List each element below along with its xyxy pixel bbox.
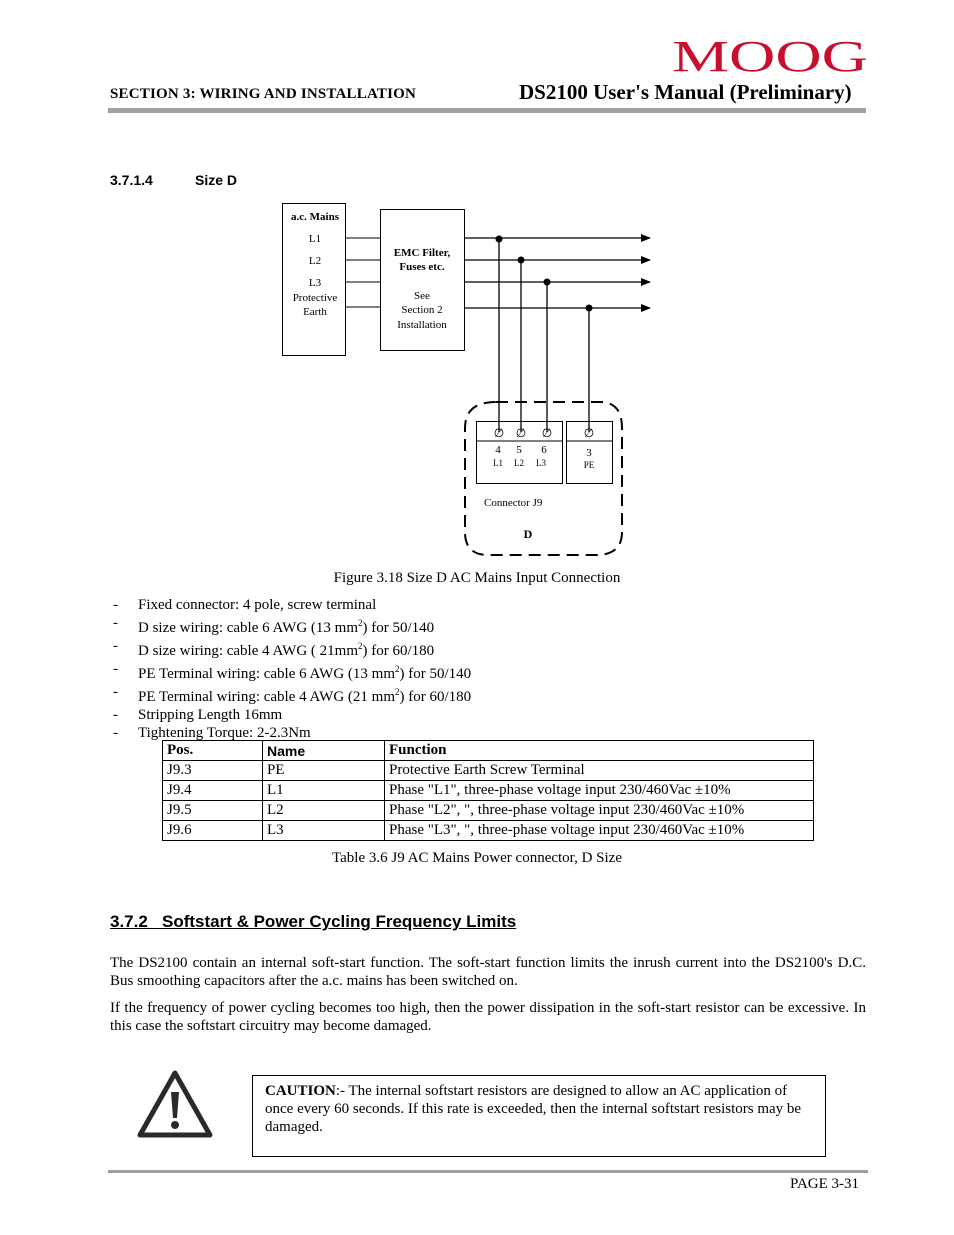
caution-box bbox=[252, 1075, 826, 1157]
cell-name: L3 bbox=[263, 821, 385, 841]
cell-pos: J9.3 bbox=[163, 761, 263, 781]
subsection-heading bbox=[110, 172, 237, 188]
pin-number-6: 6 bbox=[541, 444, 547, 456]
connector-name: Connector J9 bbox=[484, 497, 543, 509]
table-row bbox=[163, 821, 814, 841]
terminal-symbol-5: ∅ bbox=[515, 426, 527, 440]
section-heading: 3.7.2 Softstart & Power Cycling Frequency Limits bbox=[110, 912, 517, 931]
terminal-symbol-3: ∅ bbox=[583, 426, 595, 440]
connector-j9-pe-block bbox=[566, 422, 613, 484]
column-header-pos: Pos. bbox=[163, 741, 263, 761]
filter-see-1: See bbox=[414, 290, 430, 302]
section-title: SECTION 3: WIRING AND INSTALLATION bbox=[110, 86, 417, 102]
junction-dots bbox=[496, 236, 593, 312]
mains-l2-label: L2 bbox=[308, 255, 322, 267]
cell-name: L1 bbox=[263, 781, 385, 801]
filter-label-2: Fuses etc. bbox=[399, 261, 445, 273]
pin-label-pe: PE bbox=[583, 460, 595, 470]
mains-pe-label-2: Earth bbox=[303, 306, 327, 318]
list-item: - Stripping Length 16mm bbox=[110, 706, 471, 724]
cell-pos: J9.4 bbox=[163, 781, 263, 801]
mains-to-filter-wires bbox=[345, 238, 380, 307]
pin-label-l2: L2 bbox=[514, 458, 524, 468]
table-caption: Table 3.6 J9 AC Mains Power connector, D Size bbox=[332, 850, 622, 866]
mains-box bbox=[283, 204, 346, 356]
emc-filter-box bbox=[381, 210, 465, 351]
list-item: - PE Terminal wiring: cable 6 AWG (13 $mm^2$) for 50/140 bbox=[110, 660, 471, 683]
cell-name: L2 bbox=[263, 801, 385, 821]
drop-wires bbox=[499, 239, 589, 432]
filter-see-2: Section 2 bbox=[401, 304, 443, 316]
paragraph-2: If the frequency of power cycling becomes too high, then the power dissipation in the soft-start resistor can be excessive. In this case the softstart circuitry may become damaged. bbox=[110, 1000, 866, 1034]
figure-caption: Figure 3.18 Size D AC Mains Input Connection bbox=[333, 570, 621, 586]
svg-text:MOOG: MOOG bbox=[672, 38, 868, 74]
footer-rule bbox=[108, 1170, 868, 1173]
cell-function: Phase "L1", three-phase voltage input 230/460Vac ±10% bbox=[385, 781, 814, 801]
output-wires bbox=[465, 238, 650, 308]
cell-function: Protective Earth Screw Terminal bbox=[385, 761, 814, 781]
warning-triangle-icon bbox=[136, 1068, 214, 1140]
pin-number-3: 3 bbox=[586, 447, 592, 459]
wiring-diagram bbox=[0, 195, 954, 565]
pin-label-l1: L1 bbox=[493, 458, 503, 468]
caution-label: CAUTION bbox=[265, 1083, 336, 1099]
cell-pos: J9.6 bbox=[163, 821, 263, 841]
terminal-symbol-6: ∅ bbox=[541, 426, 553, 440]
mains-l3-label: L3 bbox=[308, 277, 322, 289]
mains-l1-label: L1 bbox=[308, 233, 322, 245]
filter-see-3: Installation bbox=[397, 319, 447, 331]
spec-list bbox=[110, 596, 471, 742]
table-row bbox=[163, 781, 814, 801]
document-title: DS2100 User's Manual (Preliminary) bbox=[519, 80, 852, 104]
header-rule bbox=[108, 108, 866, 113]
column-header-name: Name bbox=[263, 741, 385, 761]
filter-label-1: EMC Filter, bbox=[393, 247, 451, 259]
column-header-function: Function bbox=[385, 741, 814, 761]
paragraph-1: The DS2100 contain an internal soft-start function. The soft-start function limits the inrush current into the DS2100's D.C. Bus smoothing capacitors after the a.c. mains has been switched on. bbox=[110, 955, 866, 989]
subsection-title: Size D bbox=[195, 172, 238, 188]
pin-number-4: 4 bbox=[495, 444, 501, 456]
cell-pos: J9.5 bbox=[163, 801, 263, 821]
j9-pin-table bbox=[162, 740, 814, 841]
table-header-row bbox=[163, 741, 814, 761]
list-item: - D size wiring: cable 6 AWG (13 $mm^2$) for 50/140 bbox=[110, 614, 471, 637]
drive-size-label: D bbox=[523, 527, 533, 541]
terminal-symbol-4: ∅ bbox=[493, 426, 505, 440]
cell-function: Phase "L2", ", three-phase voltage input 230/460Vac ±10% bbox=[385, 801, 814, 821]
caution-text: :- The internal softstart resistors are designed to allow an AC application of once every 60 seconds. If this rate is exceeded, then the internal softstart resistors may be damaged. bbox=[265, 1083, 802, 1135]
moog-logo bbox=[672, 38, 868, 74]
cell-function: Phase "L3", ", three-phase voltage input 230/460Vac ±10% bbox=[385, 821, 814, 841]
drive-outline-dashed bbox=[465, 402, 622, 555]
connector-j9-main-block bbox=[476, 422, 563, 484]
subsection-number: 3.7.1.4 bbox=[110, 172, 153, 188]
list-item: - D size wiring: cable 4 AWG ( $21mm^2$) for 60/180 bbox=[110, 637, 471, 660]
table-row bbox=[163, 801, 814, 821]
cell-name: PE bbox=[263, 761, 385, 781]
mains-box-title: a.c. Mains bbox=[291, 211, 339, 223]
table-row bbox=[163, 761, 814, 781]
list-item: - Fixed connector: 4 pole, screw terminal bbox=[110, 596, 471, 614]
list-item: - PE Terminal wiring: cable 4 AWG (21 $mm^2$) for 60/180 bbox=[110, 683, 471, 706]
pin-number-5: 5 bbox=[516, 444, 522, 456]
list-item: - Tightening Torque: 2-2.3Nm bbox=[110, 724, 471, 742]
pin-label-l3: L3 bbox=[536, 458, 546, 468]
page-number: PAGE 3-31 bbox=[790, 1176, 860, 1192]
mains-pe-label-1: Protective bbox=[292, 292, 338, 304]
